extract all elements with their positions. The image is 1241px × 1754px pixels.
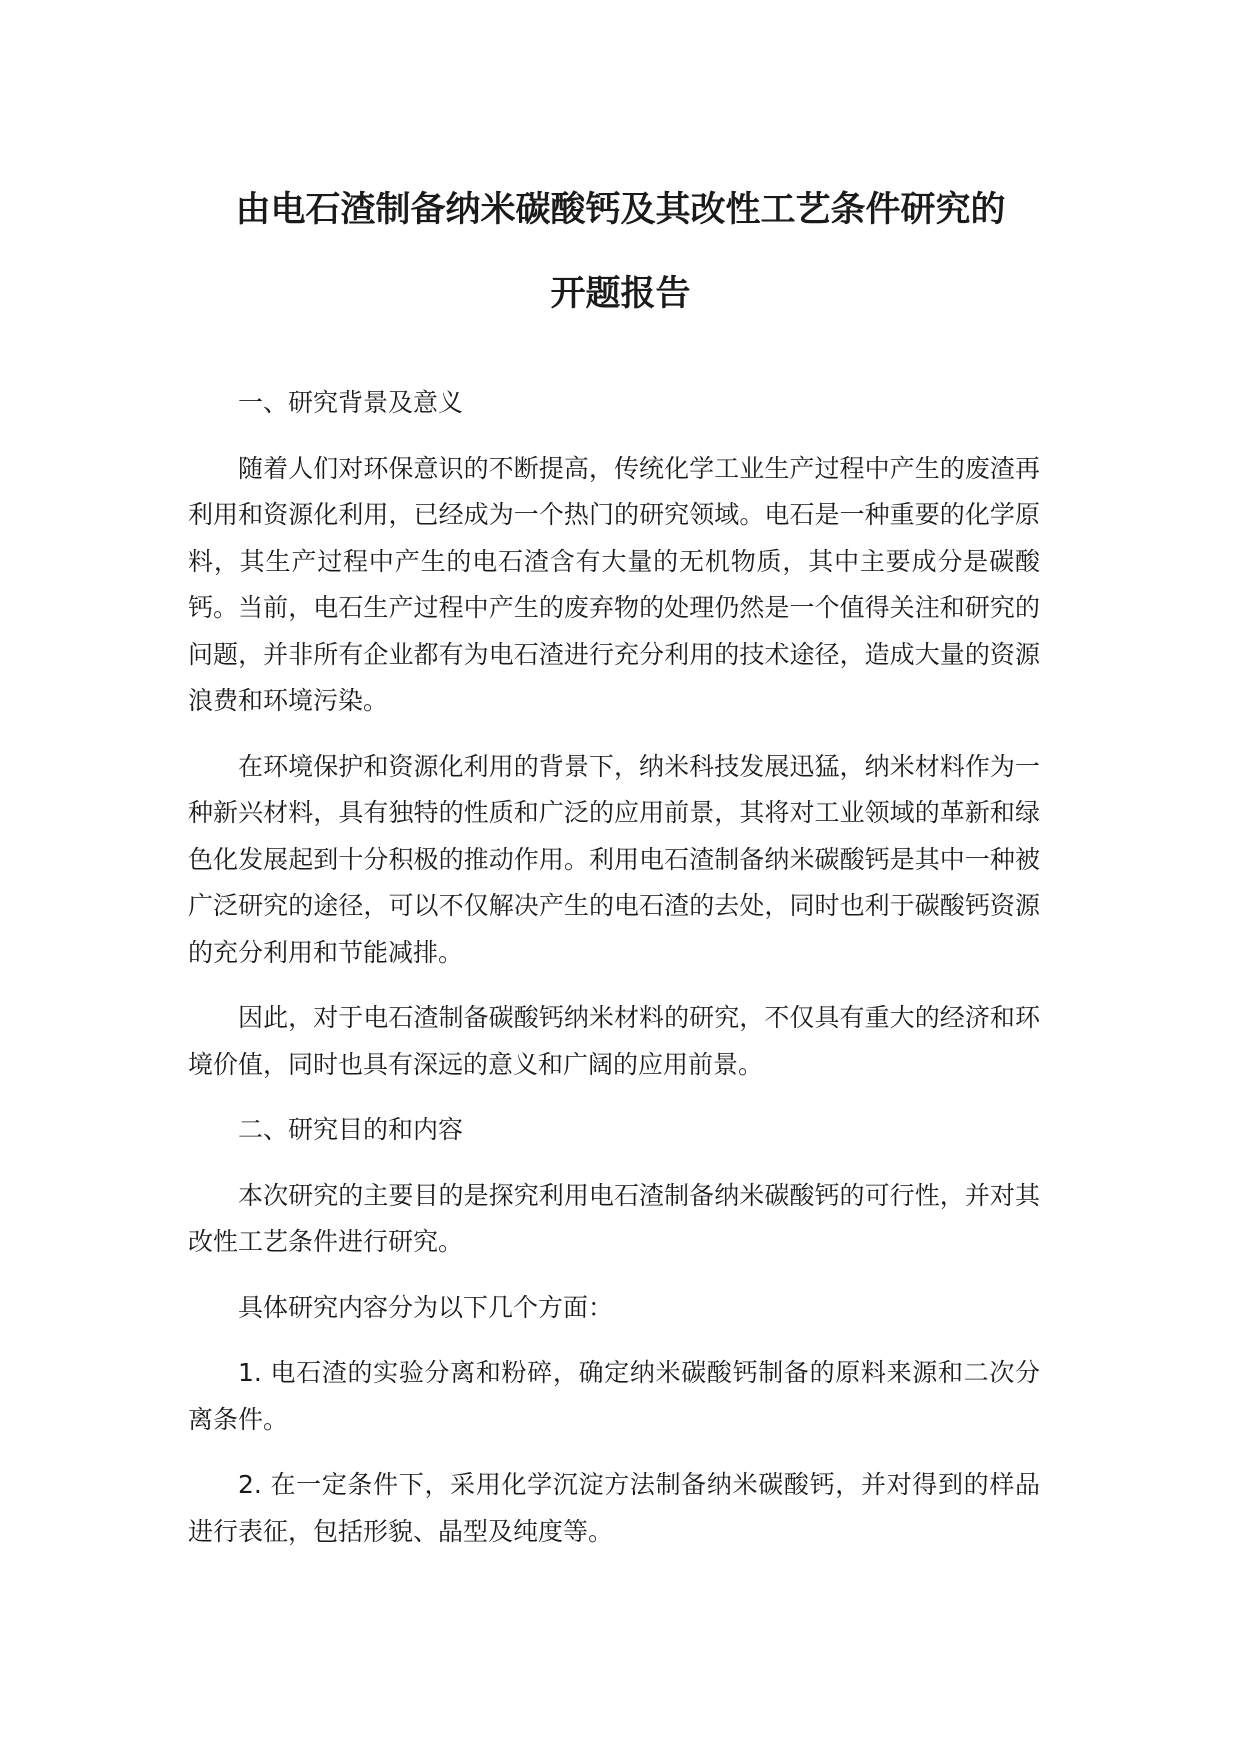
paragraph: 在环境保护和资源化利用的背景下，纳米科技发展迅猛，纳米材料作为一种新兴材料，具有独特的性质和广泛的应用前景，其将对工业领域的革新和绿色化发展起到十分积极的推动作用。利用电石渣制备纳米碳酸钙是其中一种被广泛研究的途径，可以不仅解决产生的电石渣的去处，同时也利于碳酸钙资源的充分利用和节能减排。 [188,751,1040,967]
section-heading: 二、研究目的和内容 [238,1115,464,1144]
document-title-line-1: 由电石渣制备纳米碳酸钙及其改性工艺条件研究的 [235,190,1006,230]
paragraph: 本次研究的主要目的是探究利用电石渣制备纳米碳酸钙的可行性，并对其改性工艺条件进行研究。 [188,1180,1040,1256]
document-body [188,380,1040,1574]
paragraph: 因此，对于电石渣制备碳酸钙纳米材料的研究，不仅具有重大的经济和环境价值，同时也具有深远的意义和广阔的应用前景。 [188,1003,1040,1079]
list-item: 2. 在一定条件下，采用化学沉淀方法制备纳米碳酸钙，并对得到的样品进行表征，包括形貌、晶型及纯度等。 [188,1470,1040,1546]
section-heading: 一、研究背景及意义 [238,388,464,417]
paragraph: 随着人们对环保意识的不断提高，传统化学工业生产过程中产生的废渣再利用和资源化利用，已经成为一个热门的研究领域。电石是一种重要的化学原料，其生产过程中产生的电石渣含有大量的无机物质，其中主要成分是碳酸钙。当前，电石生产过程中产生的废弃物的处理仍然是一个值得关注和研究的问题，并非所有企业都有为电石渣进行充分利用的技术途径，造成大量的资源浪费和环境污染。 [188,453,1040,715]
document-title-line-2: 开题报告 [550,274,691,314]
list-item: 1. 电石渣的实验分离和粉碎，确定纳米碳酸钙制备的原料来源和二次分离条件。 [188,1358,1040,1434]
paragraph: 具体研究内容分为以下几个方面： [238,1292,614,1322]
